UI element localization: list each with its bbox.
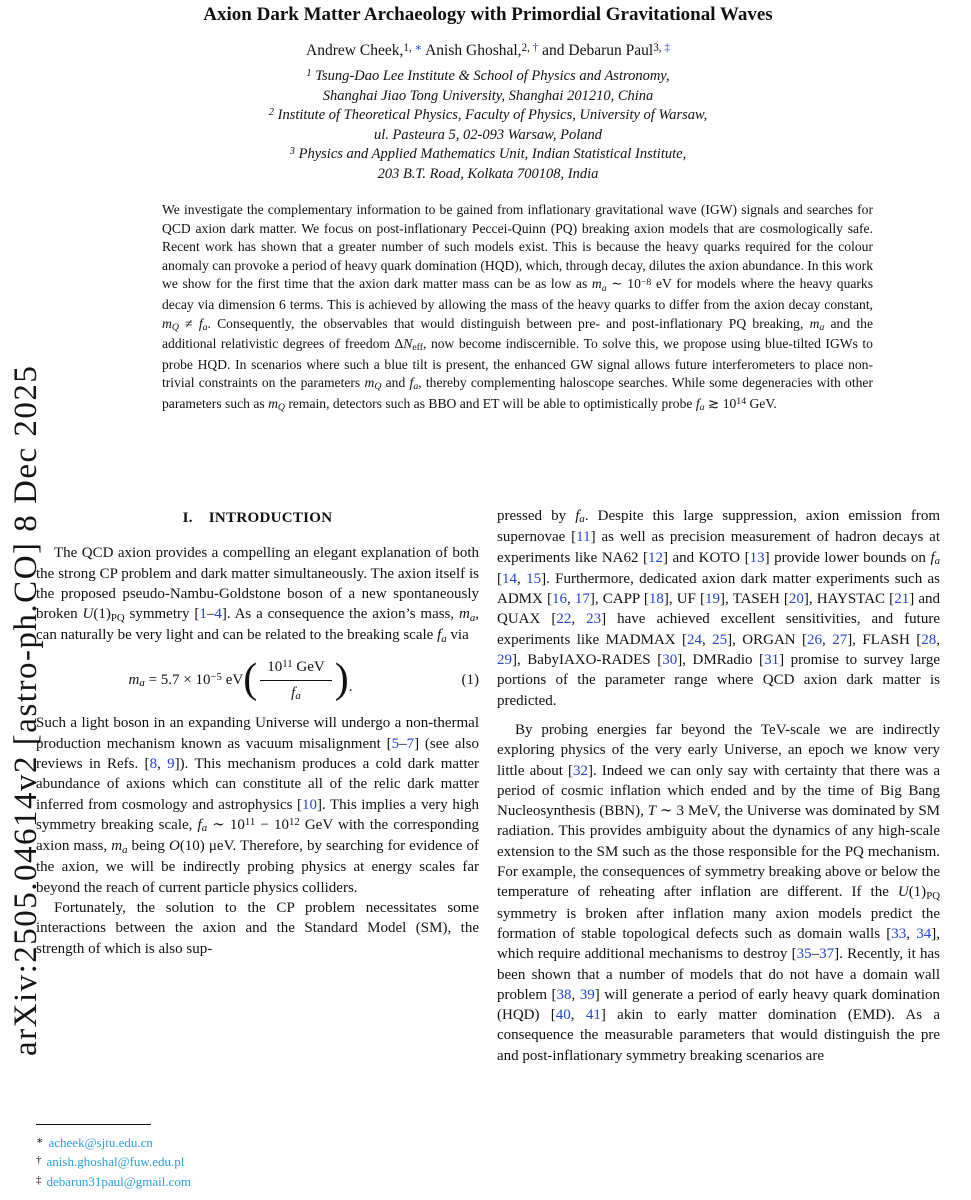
text-segment: (1) bbox=[93, 606, 111, 623]
text-segment: By probing energies far beyond the TeV-scale we are indirectly exploring physics of the very early Universe, an epoch we know very little about [ bbox=[497, 721, 940, 779]
text-segment: Such a light boson in an expanding Universe will undergo a non-thermal production mechanism known as vacuum misalignment [ bbox=[36, 715, 479, 752]
text-segment: 1, bbox=[403, 41, 415, 54]
citation-link[interactable]: 5 bbox=[391, 735, 400, 752]
text-segment: ] have achieved excellent sensitivities, and future experiments like MADMAX [ bbox=[497, 611, 940, 648]
text-segment: , bbox=[936, 631, 940, 648]
text-segment: 3, bbox=[653, 41, 665, 54]
text-segment: −8 bbox=[640, 276, 652, 288]
footnote-symbol: ‡ bbox=[36, 1173, 42, 1186]
citation-link[interactable]: 10 bbox=[301, 796, 317, 813]
citation-link[interactable]: 29 bbox=[497, 652, 512, 669]
text-segment: f bbox=[437, 627, 442, 644]
text-segment: ] akin to early matter domination (EMD). As a consequence the measurable parameters that would distinguish the pre and post-inflationary symmetry breaking scenarios are bbox=[497, 1007, 941, 1064]
citation-link[interactable]: 15 bbox=[526, 570, 542, 587]
footnote-block bbox=[36, 1124, 191, 1193]
text-segment: Institute of Theoretical Physics, Faculty of Physics, University of Warsaw, bbox=[274, 107, 708, 123]
affiliation-line bbox=[36, 87, 940, 106]
text-segment: and bbox=[381, 375, 410, 391]
citation-link[interactable]: 12 bbox=[648, 549, 663, 566]
citation-link[interactable]: 18 bbox=[648, 591, 664, 608]
footnote bbox=[36, 1173, 191, 1193]
text-segment: a bbox=[699, 402, 705, 414]
citation-link[interactable]: 8 bbox=[149, 755, 158, 772]
text-segment: symmetry is broken after inflation many axion models predict the formation of stable topological defects such as domain walls [ bbox=[497, 905, 940, 942]
paragraph bbox=[497, 720, 940, 1066]
text-segment: m bbox=[591, 276, 602, 292]
text-segment: (10) μeV. Therefore, by searching for evidence of the axion, we will be indirectly probing physics at energy scales far beyond the reach of current particle physics colliders. bbox=[36, 838, 480, 896]
text-segment: f bbox=[695, 395, 700, 411]
equation-1 bbox=[36, 657, 479, 705]
text-segment: 3 bbox=[289, 146, 295, 158]
text-segment: eff bbox=[412, 342, 424, 354]
text-segment: , thereby complementing haloscope searches. While some degeneracies with other parameters such as bbox=[162, 375, 873, 411]
text-segment: – bbox=[206, 606, 215, 623]
text-segment: 203 B.T. Road, Kolkata 700108, India bbox=[377, 166, 599, 182]
text-segment: ] and KOTO [ bbox=[663, 549, 750, 566]
arxiv-banner: arXiv:2505.04614v2 [astro-ph.CO] 8 Dec 2025 bbox=[8, 364, 44, 1056]
text-segment: a bbox=[469, 611, 476, 624]
text-segment: a bbox=[139, 677, 145, 690]
footnote-symbol: † bbox=[36, 1154, 42, 1166]
text-segment: ], HAYSTAC [ bbox=[803, 591, 895, 608]
citation-link[interactable]: 13 bbox=[749, 549, 765, 566]
text-segment: ], TASEH [ bbox=[720, 591, 789, 608]
paragraph bbox=[36, 898, 479, 959]
equation-period: . bbox=[348, 679, 353, 696]
text-segment: a bbox=[202, 321, 208, 333]
citation-link[interactable]: 26 bbox=[807, 631, 823, 648]
citation-link[interactable]: 11 bbox=[576, 529, 591, 546]
affiliation-line bbox=[36, 106, 940, 126]
citation-link[interactable]: 38 bbox=[556, 986, 572, 1003]
text-segment: – bbox=[399, 735, 407, 752]
text-segment: ]. This implies a very high symmetry breaking scale, bbox=[36, 796, 479, 833]
citation-link[interactable]: 17 bbox=[574, 591, 590, 608]
text-segment: −5 bbox=[210, 670, 222, 683]
text-segment: , bbox=[566, 591, 575, 608]
text-segment: (1) bbox=[908, 884, 927, 901]
text-segment: GeV bbox=[292, 658, 325, 675]
citation-link[interactable]: 40 bbox=[555, 1007, 571, 1024]
text-segment: − 10 bbox=[255, 816, 289, 833]
equation-tag: (1) bbox=[461, 672, 479, 689]
text-segment: , now become indiscernible. To solve this, we propose using blue-tilted IGWs to probe HQD. In scenarios where such a blue tilt is present, the enhanced GW signal allows future interferometers to place non-trivial constraints on the parameters bbox=[162, 336, 873, 391]
text-segment: 11 bbox=[282, 657, 293, 670]
column-left bbox=[36, 500, 479, 1192]
fraction-numerator bbox=[260, 657, 331, 681]
text-segment: f bbox=[930, 549, 935, 566]
text-segment: T bbox=[647, 803, 657, 820]
affiliations bbox=[36, 67, 940, 184]
text-segment: . Consequently, the observables that would distinguish between pre- and post-inflationary PQ breaking, bbox=[207, 315, 810, 331]
text-segment: Fortunately, the solution to the CP problem necessitates some interactions between the axion and the Standard Model (SM), the strength of which is also sup- bbox=[36, 900, 479, 957]
citation-link[interactable]: 1 bbox=[199, 606, 207, 623]
text-segment: m bbox=[459, 606, 470, 623]
text-segment: f bbox=[575, 508, 580, 524]
paragraph bbox=[497, 506, 940, 711]
text-segment: eV bbox=[221, 671, 244, 688]
footnote-symbol: ∗ bbox=[36, 1134, 44, 1147]
text-segment: [ bbox=[497, 570, 502, 587]
text-segment: f bbox=[197, 816, 202, 833]
text-segment: , bbox=[157, 755, 168, 772]
text-segment: ] promise to survey large portions of the parameter range where QCD axion dark matter is predicted. bbox=[497, 652, 940, 709]
text-segment: U bbox=[897, 884, 909, 901]
abstract-text bbox=[162, 201, 873, 416]
text-segment: via bbox=[446, 627, 469, 644]
paragraph bbox=[36, 543, 479, 646]
text-segment: pressed by bbox=[497, 508, 576, 524]
text-segment: f bbox=[198, 315, 203, 331]
text-segment: Anish Ghoshal, bbox=[422, 42, 522, 59]
text-segment: a bbox=[441, 632, 447, 645]
citation-link[interactable]: 25 bbox=[712, 631, 728, 648]
section-title: INTRODUCTION bbox=[208, 510, 333, 526]
text-segment: a bbox=[122, 843, 128, 856]
section-number: I. bbox=[182, 510, 193, 526]
text-segment: ul. Pasteura 5, 02-093 Warsaw, Poland bbox=[374, 127, 602, 143]
citation-link[interactable]: 20 bbox=[788, 591, 804, 608]
fraction-denominator bbox=[260, 681, 331, 704]
affiliation-line bbox=[36, 126, 940, 145]
text-segment: m bbox=[364, 375, 375, 391]
text-segment: ∼ 10 bbox=[606, 276, 641, 292]
citation-link[interactable]: 16 bbox=[551, 591, 567, 608]
text-segment: Tsung-Dao Lee Institute & School of Physics and Astronomy, bbox=[311, 68, 670, 84]
text-segment: U bbox=[82, 606, 94, 623]
text-segment: Q bbox=[171, 321, 179, 333]
text-segment: GeV. bbox=[746, 395, 777, 411]
text-segment: N bbox=[403, 336, 413, 352]
text-segment: ] (see also reviews in Refs. [ bbox=[36, 735, 480, 772]
text-segment: ]). This mechanism produces a cold dark matter abundance of axions which can constitute all of the relic dark matter inferred from cosmology and astrophysics [ bbox=[36, 755, 480, 813]
citation-link[interactable]: 23 bbox=[586, 611, 602, 628]
citation-link[interactable]: † bbox=[532, 41, 539, 54]
text-segment: 2 bbox=[268, 107, 274, 119]
text-segment: Q bbox=[374, 381, 382, 393]
text-segment: 14 bbox=[736, 396, 747, 408]
citation-link[interactable]: 22 bbox=[556, 611, 572, 628]
text-segment: ], DMRadio [ bbox=[677, 652, 765, 669]
text-segment: being bbox=[127, 838, 169, 855]
text-segment: ] provide lower bounds on bbox=[764, 549, 931, 566]
text-segment: and Debarun Paul bbox=[538, 42, 654, 59]
text-segment: PQ bbox=[926, 889, 940, 902]
text-segment: , bbox=[517, 570, 527, 587]
text-segment: a bbox=[295, 690, 301, 703]
text-segment: , can naturally be very light and can be related to the breaking scale bbox=[36, 606, 479, 644]
citation-link[interactable]: 9 bbox=[167, 755, 175, 772]
section-heading-introduction bbox=[36, 508, 479, 528]
citation-link[interactable]: 32 bbox=[572, 762, 588, 779]
text-segment: PQ bbox=[110, 611, 125, 624]
footnote-email-link[interactable]: acheek@sjtu.edu.cn bbox=[48, 1134, 153, 1150]
text-segment: ]. Indeed we can only say with certainty that there was a period of cosmic inflation which ended and by the time of Big Bang Nucleosynthesis (BBN), bbox=[497, 762, 940, 820]
text-segment: Andrew Cheek, bbox=[306, 42, 404, 59]
citation-link[interactable]: 31 bbox=[764, 652, 780, 669]
text-segment: 12 bbox=[288, 815, 300, 828]
text-segment: ]. Recently, it has been shown that a number of models that do not have a domain wall problem [ bbox=[497, 946, 940, 1003]
affiliation-line bbox=[36, 67, 940, 87]
text-segment: – bbox=[811, 946, 820, 963]
text-segment: a bbox=[819, 321, 825, 333]
citation-link[interactable]: ∗ bbox=[414, 41, 423, 54]
citation-link[interactable]: 19 bbox=[705, 591, 721, 608]
text-segment: f bbox=[409, 375, 414, 391]
text-segment: ∼ 3 MeV, the Universe was dominated by SM radiation. This provides ambiguity about the dynamics of any high-scale extension to the SM such as the those responsible for the PQ mechanism. For example, the consequences of symmetry breaking above or below the temperature of reheating after inflation are different. If the bbox=[497, 803, 940, 901]
text-segment: m bbox=[809, 315, 820, 331]
text-segment: m bbox=[128, 671, 140, 688]
text-segment: Physics and Applied Mathematics Unit, Indian Statistical Institute, bbox=[295, 146, 687, 162]
text-segment: , bbox=[822, 631, 833, 648]
text-segment: 1 bbox=[306, 68, 312, 80]
citation-link[interactable]: 41 bbox=[585, 1007, 601, 1024]
text-segment: ], CAPP [ bbox=[589, 591, 649, 608]
text-segment: . Despite this large suppression, axion emission from supernovae [ bbox=[497, 508, 940, 546]
citation-link[interactable]: 37 bbox=[819, 946, 835, 963]
text-segment: ] and QUAX [ bbox=[497, 591, 940, 628]
text-segment: ≳ 10 bbox=[704, 395, 737, 411]
text-segment: ], which require additional mechanisms to destroy [ bbox=[497, 925, 941, 963]
text-segment: ]. Furthermore, dedicated axion dark matter experiments such as ADMX [ bbox=[497, 570, 941, 608]
text-segment: , bbox=[702, 631, 713, 648]
footnote-email-link[interactable]: anish.ghoshal@fuw.edu.pl bbox=[46, 1154, 185, 1169]
citation-link[interactable]: 33 bbox=[891, 925, 907, 942]
citation-link[interactable]: 34 bbox=[916, 925, 932, 942]
citation-link[interactable]: 28 bbox=[921, 631, 937, 648]
text-segment: a bbox=[413, 381, 419, 393]
text-segment: , bbox=[571, 986, 580, 1003]
citation-link[interactable]: 35 bbox=[796, 946, 812, 963]
text-segment: The QCD axion provides a compelling an elegant explanation of both the strong CP problem and dark matter simultaneously. The axion itself is the proposed pseudo-Nambu-Goldstone boson of a new spontaneously broken bbox=[36, 545, 479, 623]
text-segment: ], UF [ bbox=[663, 591, 706, 608]
footnote-rule bbox=[36, 1124, 151, 1125]
text-segment: 2, bbox=[521, 41, 533, 54]
text-segment: Q bbox=[277, 402, 285, 414]
open-paren: ( bbox=[243, 655, 258, 702]
text-segment: a bbox=[579, 513, 585, 526]
citation-link[interactable]: 4 bbox=[214, 606, 222, 623]
footnote bbox=[36, 1134, 191, 1154]
citation-link[interactable]: ‡ bbox=[664, 41, 670, 54]
authors-line bbox=[36, 42, 940, 60]
text-segment: 11 bbox=[244, 815, 256, 828]
affiliation-line bbox=[36, 165, 940, 184]
citation-link[interactable]: 24 bbox=[687, 631, 702, 648]
text-segment: ], ORGAN [ bbox=[727, 631, 808, 648]
footnote bbox=[36, 1153, 191, 1173]
column-right bbox=[497, 500, 940, 1192]
text-segment: a bbox=[601, 282, 607, 294]
text-segment: eV for models where the heavy quarks decay via dimension 6 terms. This is achieved by allowing the mass of the heavy quarks to differ from the axion decay constant, bbox=[162, 276, 874, 312]
text-segment: a bbox=[934, 554, 941, 567]
close-paren: ) bbox=[334, 655, 349, 702]
text-segment: ]. As a consequence the axion’s mass, bbox=[221, 606, 459, 623]
text-segment: m bbox=[111, 838, 123, 855]
citation-link[interactable]: 30 bbox=[662, 652, 678, 669]
text-segment: a bbox=[201, 822, 208, 835]
citation-link[interactable]: 39 bbox=[579, 986, 595, 1003]
text-segment: = 5.7 × 10 bbox=[144, 671, 211, 688]
body-columns bbox=[36, 500, 940, 1192]
text-segment: , bbox=[570, 1007, 586, 1024]
text-segment: GeV with the corresponding axion mass, bbox=[36, 816, 480, 855]
text-segment: ∼ 10 bbox=[207, 816, 245, 833]
equation-fraction bbox=[260, 657, 331, 705]
citation-link[interactable]: 14 bbox=[502, 570, 517, 587]
text-segment: symmetry [ bbox=[124, 606, 200, 623]
paragraph bbox=[36, 713, 479, 898]
text-segment: f bbox=[291, 685, 296, 702]
text-segment: m bbox=[162, 315, 172, 331]
text-segment: m bbox=[268, 395, 278, 411]
text-segment: , bbox=[906, 925, 917, 942]
affiliation-line bbox=[36, 145, 940, 165]
text-segment: , bbox=[571, 611, 587, 628]
footnote-email-link[interactable]: debarun31paul@gmail.com bbox=[46, 1173, 191, 1189]
text-segment: 10 bbox=[267, 658, 283, 675]
equation-lhs bbox=[129, 670, 244, 691]
paper-title: Axion Dark Matter Archaeology with Primordial Gravitational Waves bbox=[203, 4, 773, 25]
text-segment: ], FLASH [ bbox=[847, 631, 922, 648]
text-segment: ≠ bbox=[178, 315, 199, 331]
header-block bbox=[36, 0, 940, 416]
citation-link[interactable]: 27 bbox=[832, 631, 848, 648]
text-segment: ] will generate a period of early heavy quark domination (HQD) [ bbox=[497, 986, 941, 1024]
citation-link[interactable]: 21 bbox=[894, 591, 910, 608]
citation-link[interactable]: 7 bbox=[406, 735, 415, 752]
text-segment: We investigate the complementary information to be gained from inflationary gravitational wave (IGW) signals and searches for QCD axion dark matter. We focus on post-inflationary Peccei-Quinn (PQ) breaking axion models that are cosmologically safe. Recent work has shown that a greater number of such models exist. This is because the heavy quarks required for the colour anomaly can provoke a period of heavy quark domination (HQD), which, through decay, dilutes the axion abundance. In this work we show for the first time that the axion dark matter mass can be as low as bbox=[162, 202, 873, 292]
text-segment: Shanghai Jiao Tong University, Shanghai 201210, China bbox=[322, 88, 654, 104]
equation-body bbox=[36, 657, 445, 705]
text-segment: ] as well as precision measurement of hadron decays at experiments like NA62 [ bbox=[497, 529, 940, 566]
text-segment: ], BabyIAXO-RADES [ bbox=[512, 652, 663, 669]
text-segment: O bbox=[168, 838, 180, 855]
text-segment: and the additional relativistic degrees of freedom Δ bbox=[162, 315, 873, 352]
text-segment: remain, detectors such as BBO and ET will be able to optimistically probe bbox=[284, 395, 696, 411]
